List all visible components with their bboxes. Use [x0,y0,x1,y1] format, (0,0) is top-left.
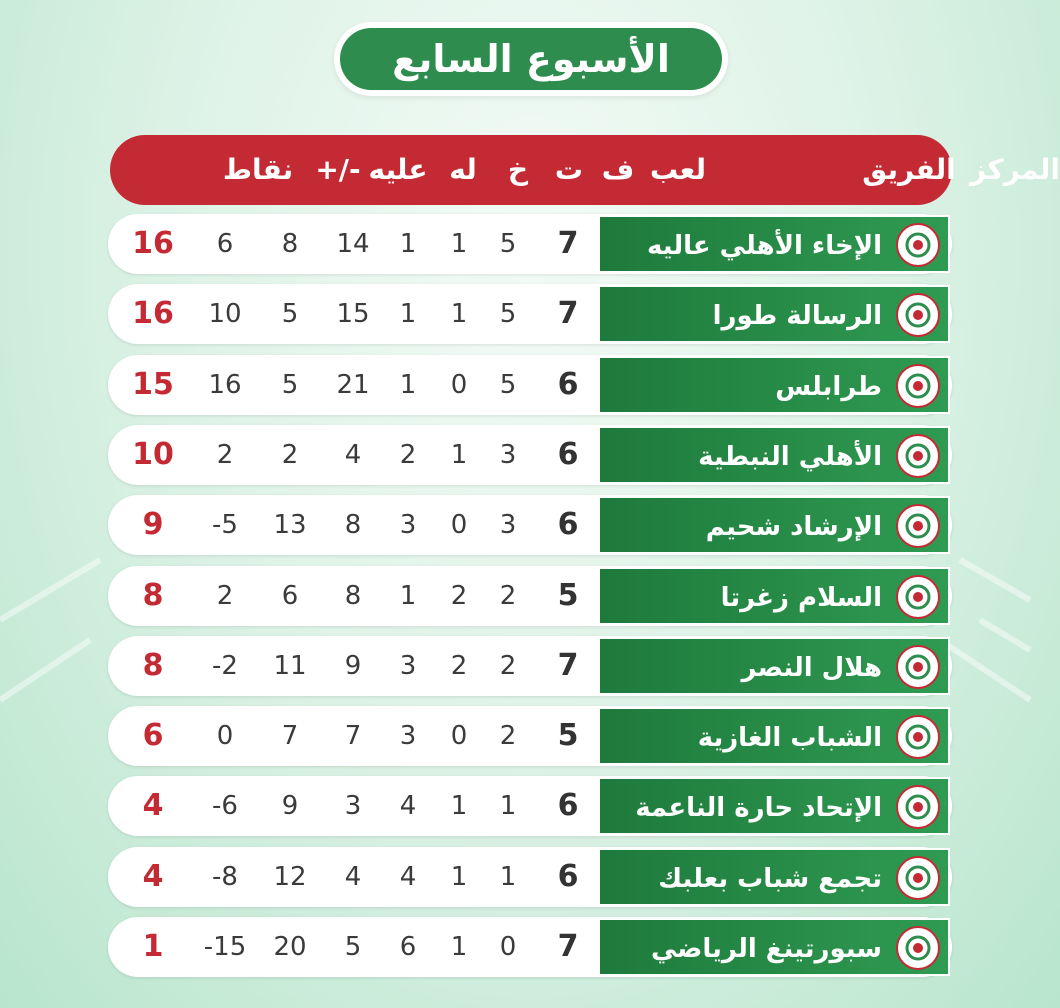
lost-cell: 3 [399,651,417,681]
for-cell: 7 [344,721,362,751]
diff-cell: 10 [208,299,242,329]
against-cell: 9 [281,791,299,821]
against-cell: 12 [273,862,307,892]
diff-cell: 2 [216,440,234,470]
header-against: عليه [368,153,428,186]
played-cell: 6 [557,788,579,823]
diff-cell: -15 [203,932,247,962]
team-cell [598,637,950,695]
for-cell: 8 [344,510,362,540]
for-cell: 4 [344,440,362,470]
week-title-pill [334,22,728,96]
lost-cell: 3 [399,510,417,540]
against-cell: 6 [281,581,299,611]
for-cell: 3 [344,791,362,821]
header-team: الفريق [862,153,956,186]
team-logo-icon [896,785,940,829]
week-title: الأسبوع السابع [340,28,722,90]
table-row [108,355,952,415]
for-cell: 15 [336,299,370,329]
won-cell: 2 [499,581,517,611]
team-cell [598,777,950,835]
diff-cell: -6 [212,791,238,821]
team-name: الشباب الغازية [697,723,882,753]
diff-cell: -2 [212,651,238,681]
lost-cell: 4 [399,862,417,892]
points-cell: 9 [142,507,164,542]
drawn-cell: 2 [450,581,468,611]
won-cell: 3 [499,510,517,540]
team-logo-icon [896,715,940,759]
for-cell: 9 [344,651,362,681]
lost-cell: 1 [399,370,417,400]
points-cell: 6 [142,718,164,753]
team-name: الرسالة طورا [712,301,882,331]
won-cell: 5 [499,299,517,329]
points-cell: 1 [142,929,164,964]
team-name: هلال النصر [741,653,882,683]
team-name: الإخاء الأهلي عاليه [646,231,882,261]
against-cell: 2 [281,440,299,470]
lost-cell: 4 [399,791,417,821]
lost-cell: 3 [399,721,417,751]
lost-cell: 6 [399,932,417,962]
team-logo-icon [896,856,940,900]
team-cell [598,285,950,343]
header-for: له [449,153,477,186]
diff-cell: 2 [216,581,234,611]
team-logo-icon [896,223,940,267]
points-cell: 4 [142,859,164,894]
team-name: سبورتينغ الرياضي [650,934,882,964]
table-row [108,917,952,977]
drawn-cell: 1 [450,299,468,329]
drawn-cell: 1 [450,932,468,962]
points-cell: 16 [132,226,174,261]
drawn-cell: 1 [450,229,468,259]
against-cell: 5 [281,299,299,329]
won-cell: 2 [499,721,517,751]
lost-cell: 2 [399,440,417,470]
against-cell: 5 [281,370,299,400]
points-cell: 4 [142,788,164,823]
against-cell: 13 [273,510,307,540]
header-played: لعب [650,153,706,186]
for-cell: 4 [344,862,362,892]
team-cell [598,848,950,906]
against-cell: 20 [273,932,307,962]
against-cell: 11 [273,651,307,681]
team-logo-icon [896,293,940,337]
team-logo-icon [896,575,940,619]
diff-cell: 16 [208,370,242,400]
team-cell [598,215,950,273]
played-cell: 6 [557,437,579,472]
drawn-cell: 1 [450,791,468,821]
played-cell: 6 [557,367,579,402]
header-rank: المركز [969,153,1060,186]
drawn-cell: 1 [450,440,468,470]
won-cell: 2 [499,651,517,681]
table-row [108,495,952,555]
team-name: الإتحاد حارة الناعمة [635,793,882,823]
played-cell: 7 [557,226,579,261]
for-cell: 5 [344,932,362,962]
team-logo-icon [896,364,940,408]
won-cell: 5 [499,370,517,400]
table-header [110,135,1060,205]
played-cell: 7 [557,929,579,964]
team-logo-icon [896,645,940,689]
drawn-cell: 0 [450,370,468,400]
table-row [108,425,952,485]
for-cell: 14 [336,229,370,259]
points-cell: 16 [132,296,174,331]
table-row [108,776,952,836]
for-cell: 8 [344,581,362,611]
points-cell: 8 [142,578,164,613]
played-cell: 7 [557,296,579,331]
lost-cell: 1 [399,229,417,259]
header-lost: خ [507,153,529,186]
drawn-cell: 2 [450,651,468,681]
points-cell: 15 [132,367,174,402]
team-logo-icon [896,926,940,970]
for-cell: 21 [336,370,370,400]
team-cell [598,918,950,976]
diff-cell: 0 [216,721,234,751]
team-name: الأهلي النبطية [698,442,882,472]
won-cell: 1 [499,791,517,821]
header-won: ف [601,153,635,186]
diff-cell: 6 [216,229,234,259]
lost-cell: 1 [399,581,417,611]
against-cell: 8 [281,229,299,259]
played-cell: 7 [557,648,579,683]
won-cell: 0 [499,932,517,962]
played-cell: 6 [557,859,579,894]
table-row [108,636,952,696]
played-cell: 5 [557,578,579,613]
played-cell: 6 [557,507,579,542]
team-cell [598,496,950,554]
against-cell: 7 [281,721,299,751]
drawn-cell: 0 [450,721,468,751]
won-cell: 5 [499,229,517,259]
table-row [108,706,952,766]
drawn-cell: 1 [450,862,468,892]
team-cell [598,426,950,484]
won-cell: 3 [499,440,517,470]
header-diff: +/- [315,153,361,186]
diff-cell: -5 [212,510,238,540]
header-drawn: ت [554,153,584,186]
table-row [108,566,952,626]
team-name: طرابلس [775,372,882,402]
team-cell [598,567,950,625]
points-cell: 8 [142,648,164,683]
table-row [108,284,952,344]
team-name: الإرشاد شحيم [705,512,882,542]
diff-cell: -8 [212,862,238,892]
team-logo-icon [896,504,940,548]
played-cell: 5 [557,718,579,753]
won-cell: 1 [499,862,517,892]
team-name: السلام زغرتا [720,583,882,613]
header-points: نقاط [222,153,294,186]
points-cell: 10 [132,437,174,472]
table-row [108,847,952,907]
lost-cell: 1 [399,299,417,329]
table-row [108,214,952,274]
team-cell [598,356,950,414]
drawn-cell: 0 [450,510,468,540]
team-name: تجمع شباب بعلبك [658,864,882,894]
team-logo-icon [896,434,940,478]
team-cell [598,707,950,765]
